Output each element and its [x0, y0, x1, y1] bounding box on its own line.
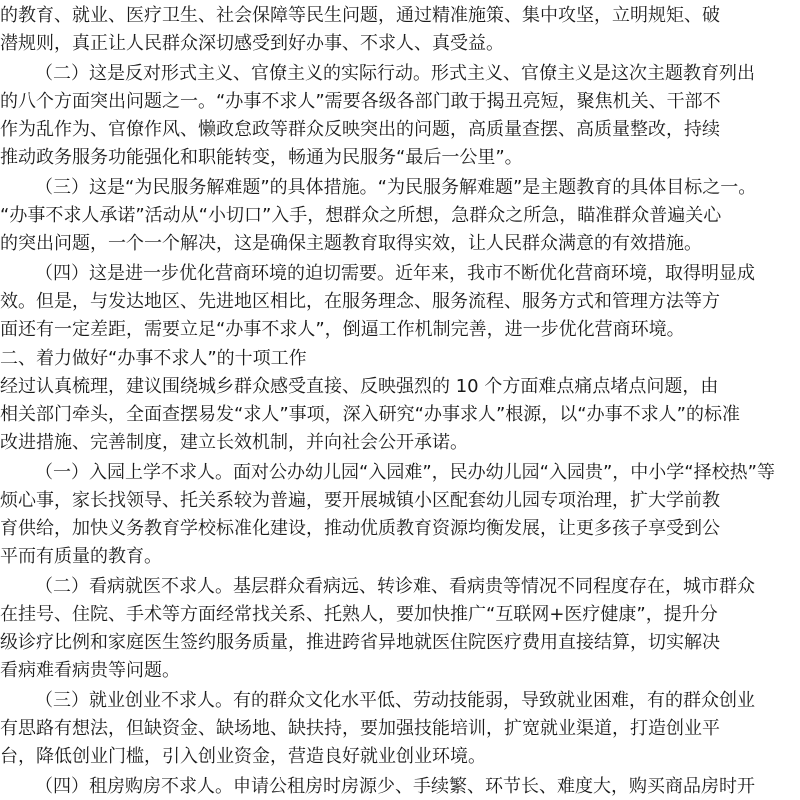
text-line: 平而有质量的教育。 — [0, 546, 162, 567]
text-line: （二）这是反对形式主义、官僚主义的实际行动。形式主义、官僚主义是这次主题教育列出 — [35, 63, 755, 84]
text-line: 有思路有想法，但缺资金、缺场地、缺扶持，要加强技能培训，扩宽就业渠道，打造创业平 — [0, 718, 720, 739]
text-line: 看病难看病贵等问题。 — [0, 660, 180, 681]
text-line: 面还有一定差距，需要立足“办事不求人”，倒逼工作机制完善，进一步优化营商环境。 — [0, 319, 685, 340]
text-line: 潜规则，真正让人民群众深切感受到好办事、不求人、真受益。 — [0, 33, 504, 54]
text-line: （一）入园上学不求人。面对公办幼儿园“入园难”，民办幼儿园“入园贵”，中小学“择校热”等 — [35, 462, 775, 483]
text-line: 的突出问题，一个一个解决，这是确保主题教育取得实效，让人民群众满意的有效措施。 — [0, 233, 702, 254]
text-line: 效。但是，与发达地区、先进地区相比，在服务理念、服务流程、服务方式和管理方法等方 — [0, 291, 720, 312]
text-line: 育供给，加快义务教育学校标准化建设，推动优质教育资源均衡发展，让更多孩子享受到公 — [0, 518, 720, 539]
text-line: “办事不求人承诺”活动从“小切口”入手，想群众之所想，急群众之所急，瞄准群众普遍关心 — [0, 205, 722, 226]
text-line: 烦心事，家长找领导、托关系较为普遍，要开展城镇小区配套幼儿园专项治理，扩大学前教 — [0, 490, 720, 511]
text-line: （三）就业创业不求人。有的群众文化水平低、劳动技能弱，导致就业困难，有的群众创业 — [35, 690, 755, 711]
text-line: 作为乱作为、官僚作风、懒政怠政等群众反映突出的问题，高质量查摆、高质量整改，持续 — [0, 119, 720, 140]
text-line: （二）看病就医不求人。基层群众看病远、转诊难、看病贵等情况不同程度存在，城市群众 — [35, 576, 755, 597]
text-line: 相关部门牵头，全面查摆易发“求人”事项，深入研究“办事求人”根源，以“办事不求人”的标准 — [0, 404, 740, 425]
text-line: 的教育、就业、医疗卫生、社会保障等民生问题，通过精准施策、集中攻坚，立明规矩、破 — [0, 5, 720, 26]
section-heading: 二、着力做好“办事不求人”的十项工作 — [0, 348, 307, 369]
text-line: 台，降低创业门槛，引入创业资金，营造良好就业创业环境。 — [0, 746, 486, 767]
text-line: （四）租房购房不求人。申请公租房时房源少、手续繁、环节长、难度大，购买商品房时开 — [35, 776, 755, 797]
text-line: 经过认真梳理，建议围绕城乡群众感受直接、反映强烈的 10 个方面难点痛点堵点问题，由 — [0, 376, 719, 397]
text-line: 改进措施、完善制度，建立长效机制，并向社会公开承诺。 — [0, 432, 468, 453]
text-line: 推动政务服务功能强化和职能转变，畅通为民服务“最后一公里”。 — [0, 147, 523, 168]
text-line: （四）这是进一步优化营商环境的迫切需要。近年来，我市不断优化营商环境，取得明显成 — [35, 263, 755, 284]
text-line: 级诊疗比例和家庭医生签约服务质量，推进跨省异地就医住院医疗费用直接结算，切实解决 — [0, 632, 720, 653]
text-line: 在挂号、住院、手术等方面经常找关系、托熟人，要加快推广“互联网+医疗健康”，提升分 — [0, 604, 718, 625]
text-line: 的八个方面突出问题之一。“办事不求人”需要各级各部门敢于揭丑亮短，聚焦机关、干部不 — [0, 91, 721, 112]
text-line: （三）这是“为民服务解难题”的具体措施。“为民服务解难题”是主题教育的具体目标之一。 — [35, 177, 757, 198]
